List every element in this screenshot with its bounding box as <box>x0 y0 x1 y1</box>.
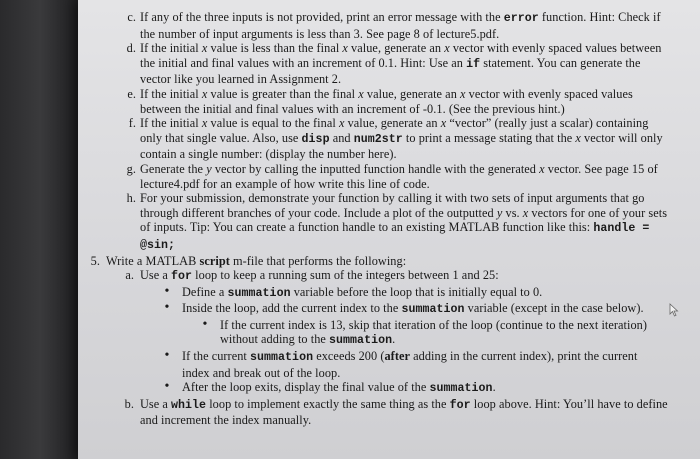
list-item-f: f. If the initial x value is equal to the final x value, generate an x “vector” (really just a scalar) containing only that single value. Also, use disp and num2str to print a message stating that the x vector will only contain a single number: (display the number here). <box>78 116 698 162</box>
bullet-marker: • <box>164 379 170 395</box>
list-item-e: e. If the initial x value is greater than the final x value, generate an x vector with evenly spaced values between the initial and final values with an increment of -0.1. (See the previous hint.) <box>78 87 698 116</box>
list-item-5b: b. Use a while loop to implement exactly the same thing as the for loop above. Hint: You’ll have to define and increment the index manually. <box>78 397 698 428</box>
list-item-5a: a. Use a for loop to keep a running sum of the integers between 1 and 25: <box>78 268 698 285</box>
mouse-cursor-icon <box>669 303 679 317</box>
bullet-marker: • <box>164 283 170 299</box>
document-content <box>78 10 698 428</box>
list-item-h: h. For your submission, demonstrate your function by calling it with two sets of input arguments that go through different branches of your code. Include a plot of the outputted y vs. x vectors for one of your sets of inputs. Tip: You can create a function handle to an existing MATLAB function like this: handle = @sin; <box>78 191 698 253</box>
bullet-marker: • <box>202 316 208 332</box>
list-item-g: g. Generate the y vector by calling the inputted function handle with the generated x vector. See page 15 of lecture4.pdf for an example of how write this line of code. <box>78 162 698 191</box>
bullet-marker: • <box>164 348 170 364</box>
list-marker: d. <box>126 41 136 56</box>
bullet-item-define-summation: • Define a summation variable before the loop that is initially equal to 0. <box>78 285 698 302</box>
list-item-c: c. If any of the three inputs is not provided, print an error message with the error function. Hint: Check if the number of input arguments is less than 3. See page 8 of lecture5.pdf. <box>78 10 698 41</box>
document-page <box>78 0 700 459</box>
bullet-item-display-final: • After the loop exits, display the final value of the summation. <box>78 380 698 397</box>
list-marker: 5. <box>90 253 100 268</box>
bullet-item-exceeds-200: • If the current summation exceeds 200 (after adding in the current index), print the current index and break out of the loop. <box>78 349 698 380</box>
list-marker: e. <box>127 86 136 101</box>
list-marker: c. <box>127 10 136 24</box>
list-item-d: d. If the initial x value is less than the final x value, generate an x vector with evenly spaced values between the initial and final values with an increment of 0.1. Hint: Use an if statement. You can generate the vector like you learned in Assignment 2. <box>78 41 698 87</box>
list-marker: f. <box>128 116 136 131</box>
bullet-item-add-index: • Inside the loop, add the current index to the summation variable (except in the case below). <box>78 301 698 318</box>
list-marker: g. <box>126 161 136 176</box>
list-marker: b. <box>124 396 134 411</box>
list-marker: a. <box>125 268 134 283</box>
list-marker: h. <box>126 191 136 206</box>
bullet-item-skip-13: • If the current index is 13, skip that iteration of the loop (continue to the next iteration) without adding to the summation. <box>78 318 698 349</box>
list-item-5: 5. Write a MATLAB script m-file that performs the following: <box>78 254 698 269</box>
bullet-marker: • <box>164 300 170 316</box>
